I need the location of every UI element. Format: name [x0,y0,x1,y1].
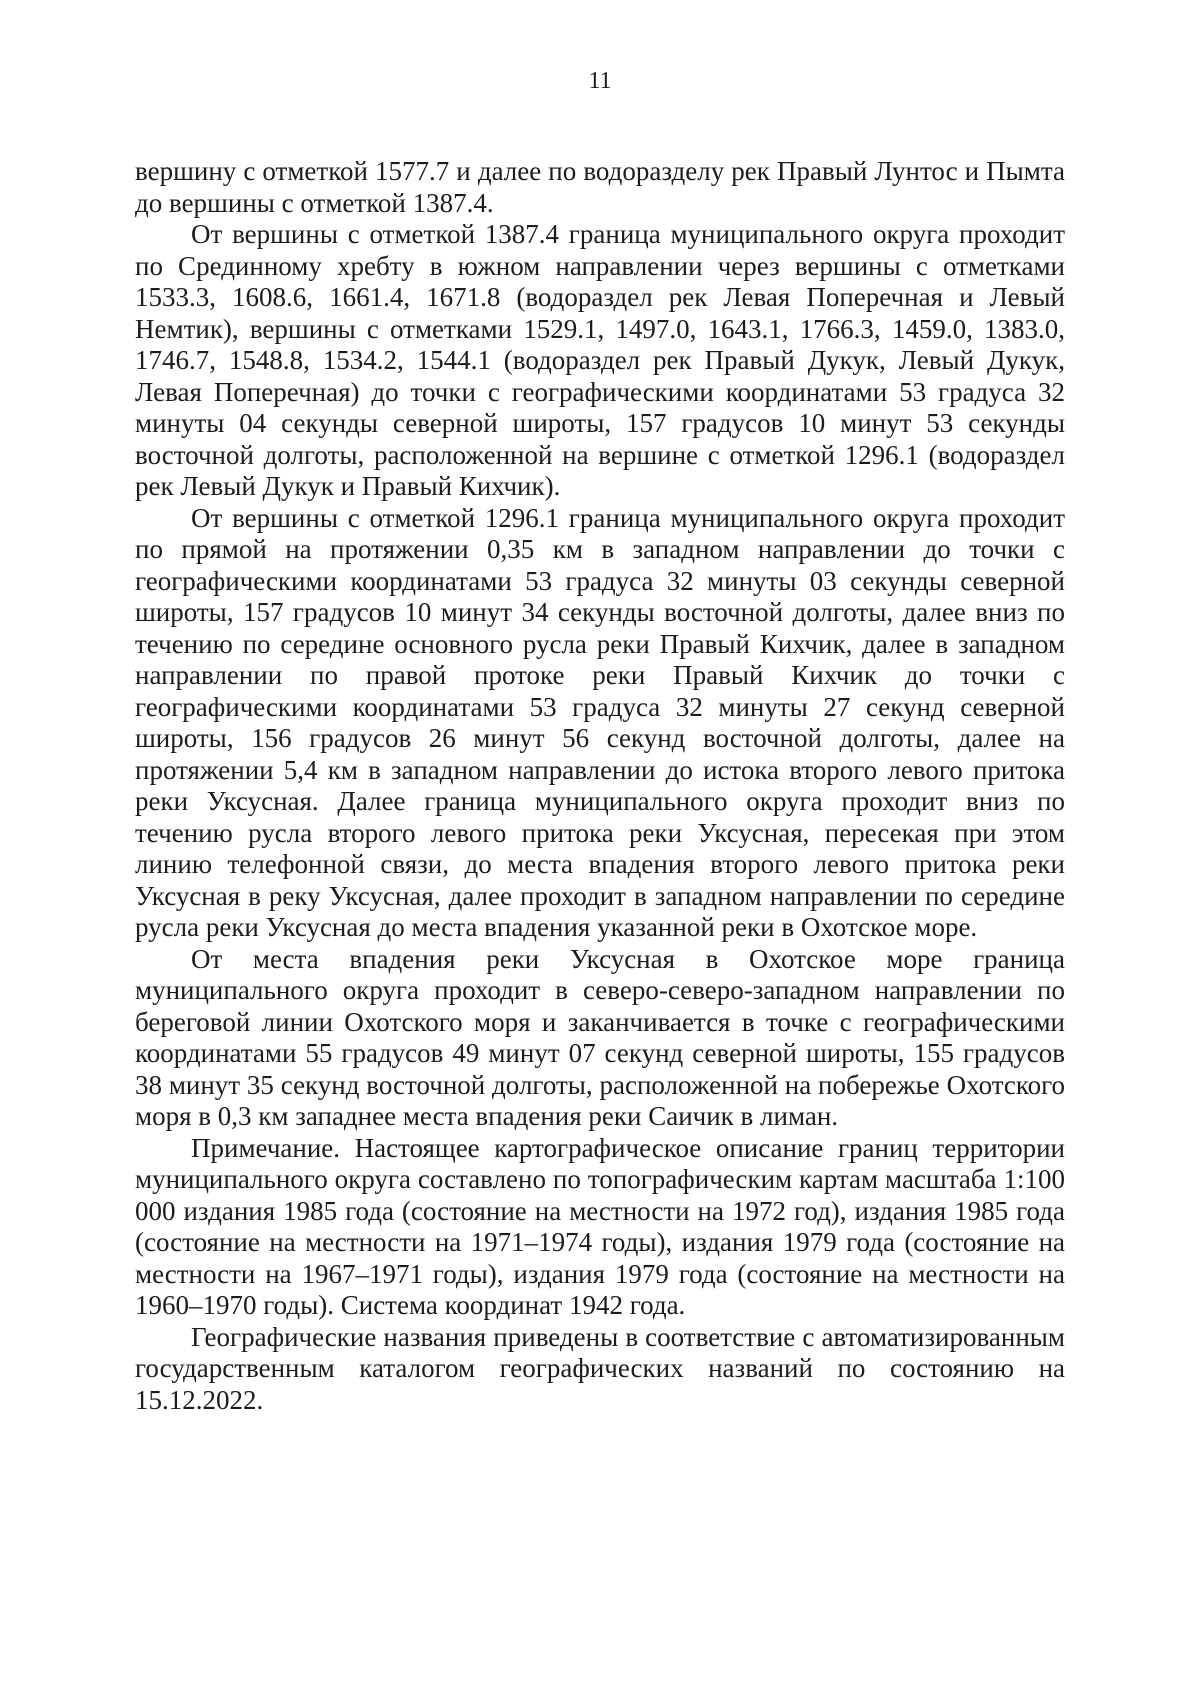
paragraph-boundary-uksusnaya-river: От вершины с отметкой 1296.1 граница муниципального округа проходит по прямой на протяжении 0,35 км в западном направлении до точки с географическими координатами 53 градуса 32 минуты 03 секунды северной широты, 157 градусов 10 минут 34 секунды восточной долготы, далее вниз по течению по середине основного русла реки Правый Кихчик, далее в западном направлении по правой протоке реки Правый Кихчик до точки с географическими координатами 53 градуса 32 минуты 27 секунд северной широты, 156 градусов 26 минут 56 секунд восточной долготы, далее на протяжении 5,4 км в западном направлении до истока второго левого притока реки Уксусная. Далее граница муниципального округа проходит вниз по течению русла второго левого притока реки Уксусная, пересекая при этом линию телефонной связи, до места впадения второго левого притока реки Уксусная в реку Уксусная, далее проходит в западном направлении по середине русла реки Уксусная до места впадения указанной реки в Охотское море. [135,502,1065,942]
paragraph-note-names: Географические названия приведены в соответствие с автоматизированным государственным каталогом географических названий по состоянию на 15.12.2022. [135,1321,1065,1415]
paragraph-continuation: вершину с отметкой 1577.7 и далее по водоразделу рек Правый Лунтос и Пымта до вершины с отметкой 1387.4. [135,156,1065,218]
page-number: 11 [588,68,612,94]
paragraph-note-maps: Примечание. Настоящее картографическое описание границ территории муниципального округа составлено по топографическим картам масштаба 1:100 000 издания 1985 года (состояние на местности на 1972 год), издания 1985 года (состояние на местности на 1971–1974 годы), издания 1979 года (состояние на местности на 1967–1971 годы), издания 1979 года (состояние на местности на 1960–1970 годы). Система координат 1942 года. [135,1132,1065,1320]
paragraph-boundary-sredinny-ridge: От вершины с отметкой 1387.4 граница муниципального округа проходит по Срединному хребту в южном направлении через вершины с отметками 1533.3, 1608.6, 1661.4, 1671.8 (водораздел рек Левая Поперечная и Левый Немтик), вершины с отметками 1529.1, 1497.0, 1643.1, 1766.3, 1459.0, 1383.0, 1746.7, 1548.8, 1534.2, 1544.1 (водораздел рек Правый Дукук, Левый Дукук, Левая Поперечная) до точки с географическими координатами 53 градуса 32 минуты 04 секунды северной широты, 157 градусов 10 минут 53 секунды восточной долготы, расположенной на вершине с отметкой 1296.1 (водораздел рек Левый Дукук и Правый Кихчик). [135,219,1065,501]
paragraph-boundary-okhotsk-coast: От места впадения реки Уксусная в Охотское море граница муниципального округа проходит в северо-северо-западном направлении по береговой линии Охотского моря и заканчивается в точке с географическими координатами 55 градусов 49 минут 07 секунд северной широты, 155 градусов 38 минут 35 секунд восточной долготы, расположенной на побережье Охотского моря в 0,3 км западнее места впадения реки Саичик в лиман. [135,943,1065,1131]
document-body [135,156,1065,1416]
